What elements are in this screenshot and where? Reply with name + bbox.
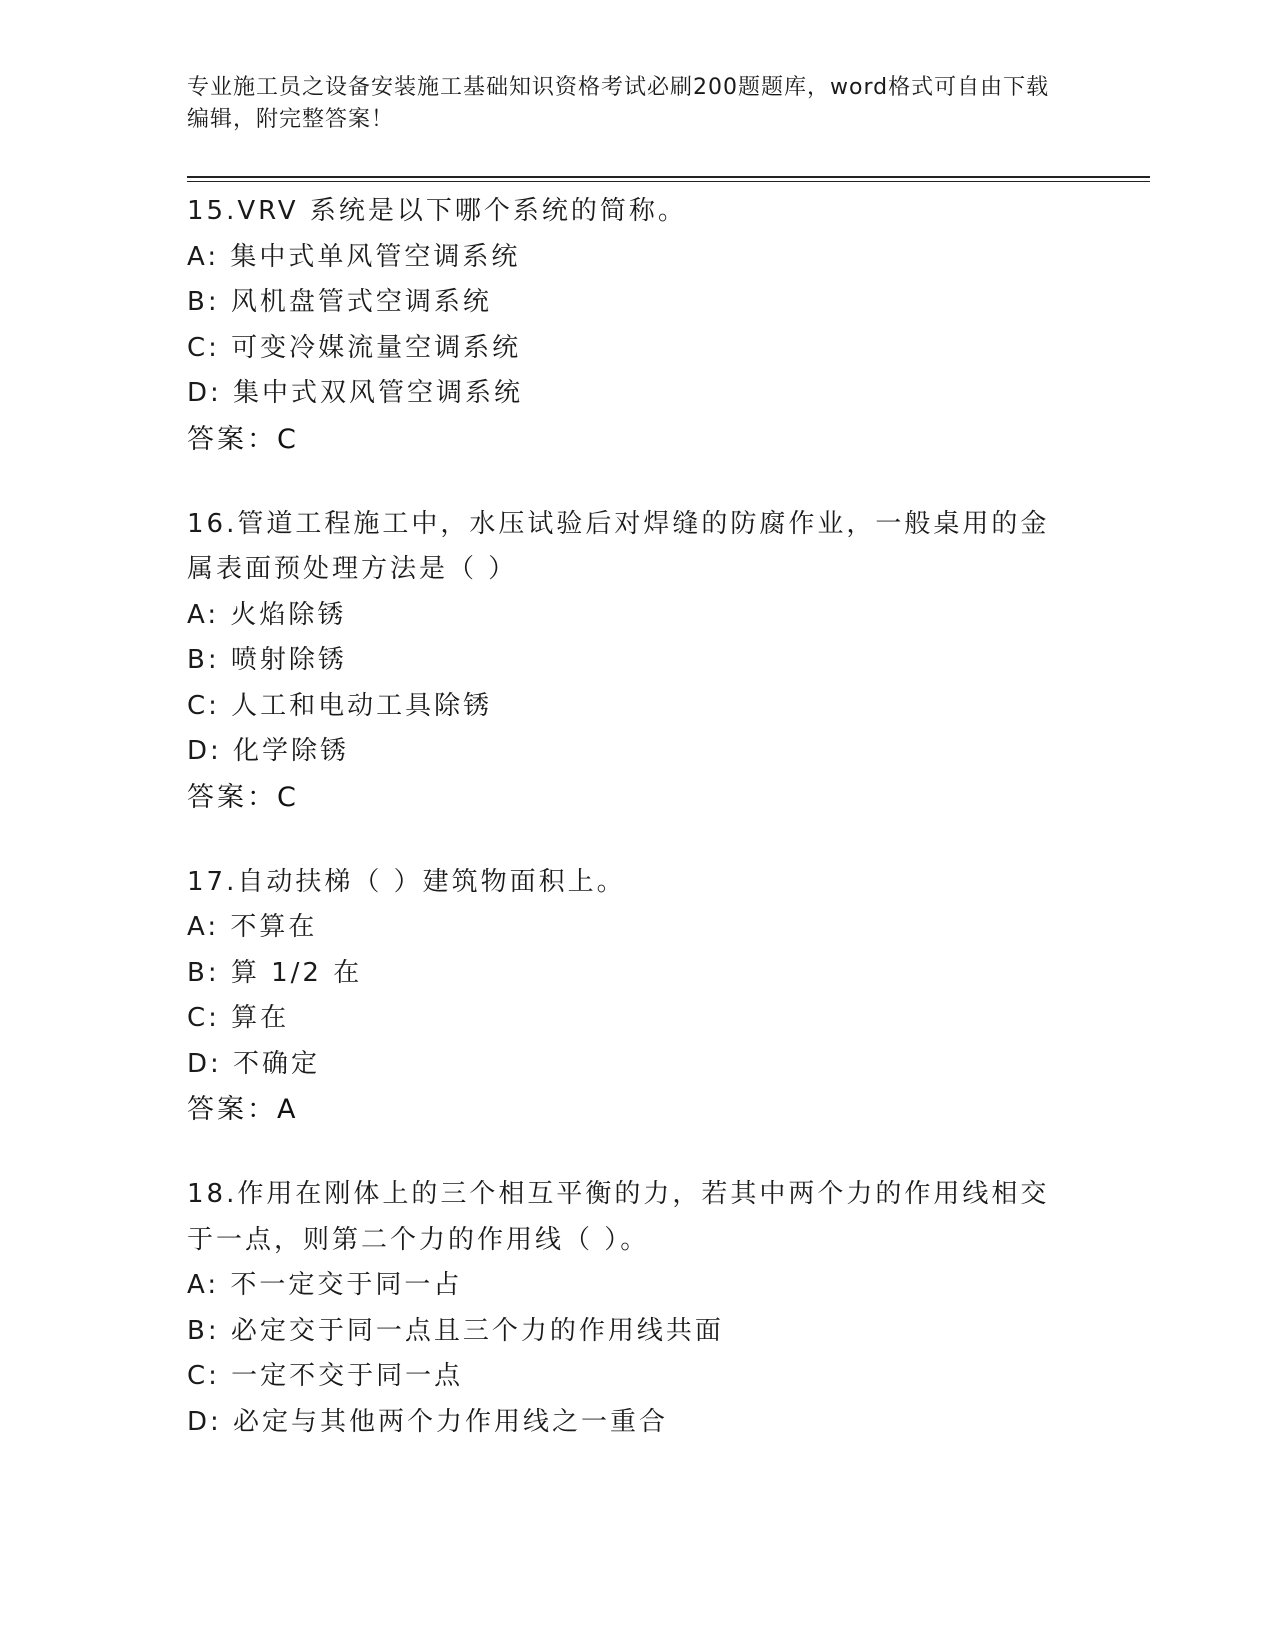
question-15 (187, 189, 1087, 462)
header-divider-thin (187, 181, 1150, 182)
option-b: B: 必定交于同一点且三个力的作用线共面 (187, 1315, 724, 1346)
question-16 (187, 502, 1087, 820)
option-d: D: 不确定 (187, 1048, 321, 1079)
question-list (187, 189, 1087, 1485)
option-d: D: 集中式双风管空调系统 (187, 378, 524, 408)
option-d: D: 必定与其他两个力作用线之一重合 (187, 1406, 669, 1437)
question-stem: 15.VRV 系统是以下哪个系统的简称。 (187, 196, 687, 226)
option-a: A: 火焰除锈 (187, 599, 347, 630)
answer: 答案：C (187, 781, 299, 813)
option-a: A: 集中式单风管空调系统 (187, 241, 521, 272)
option-d: D: 化学除锈 (187, 736, 350, 766)
header-divider-thick (187, 176, 1150, 178)
question-17 (187, 860, 1087, 1133)
option-a: A: 不一定交于同一占 (187, 1270, 463, 1300)
question-stem: 16.管道工程施工中，水压试验后对焊缝的防腐作业，一般桌用的金属表面预处理方法是（ ） (187, 508, 1050, 584)
option-c: C: 可变冷媒流量空调系统 (187, 332, 522, 363)
option-b: B: 喷射除锈 (187, 645, 347, 675)
option-c: C: 算在 (187, 1003, 290, 1033)
option-b: B: 算 1/2 在 (187, 957, 363, 988)
document-header: 专业施工员之设备安装施工基础知识资格考试必刷200题题库，word格式可自由下载编辑，附完整答案！ (187, 75, 1050, 132)
option-c: C: 一定不交于同一点 (187, 1361, 464, 1391)
option-b: B: 风机盘管式空调系统 (187, 287, 492, 317)
question-18 (187, 1172, 1087, 1445)
answer: 答案：C (187, 423, 299, 455)
option-a: A: 不算在 (187, 912, 318, 942)
answer: 答案：A (187, 1094, 299, 1125)
question-stem: 17.自动扶梯（ ）建筑物面积上。 (187, 866, 626, 897)
option-c: C: 人工和电动工具除锈 (187, 690, 493, 721)
question-stem: 18.作用在刚体上的三个相互平衡的力，若其中两个力的作用线相交于一点，则第二个力的作用线（ ）。 (187, 1179, 1050, 1255)
